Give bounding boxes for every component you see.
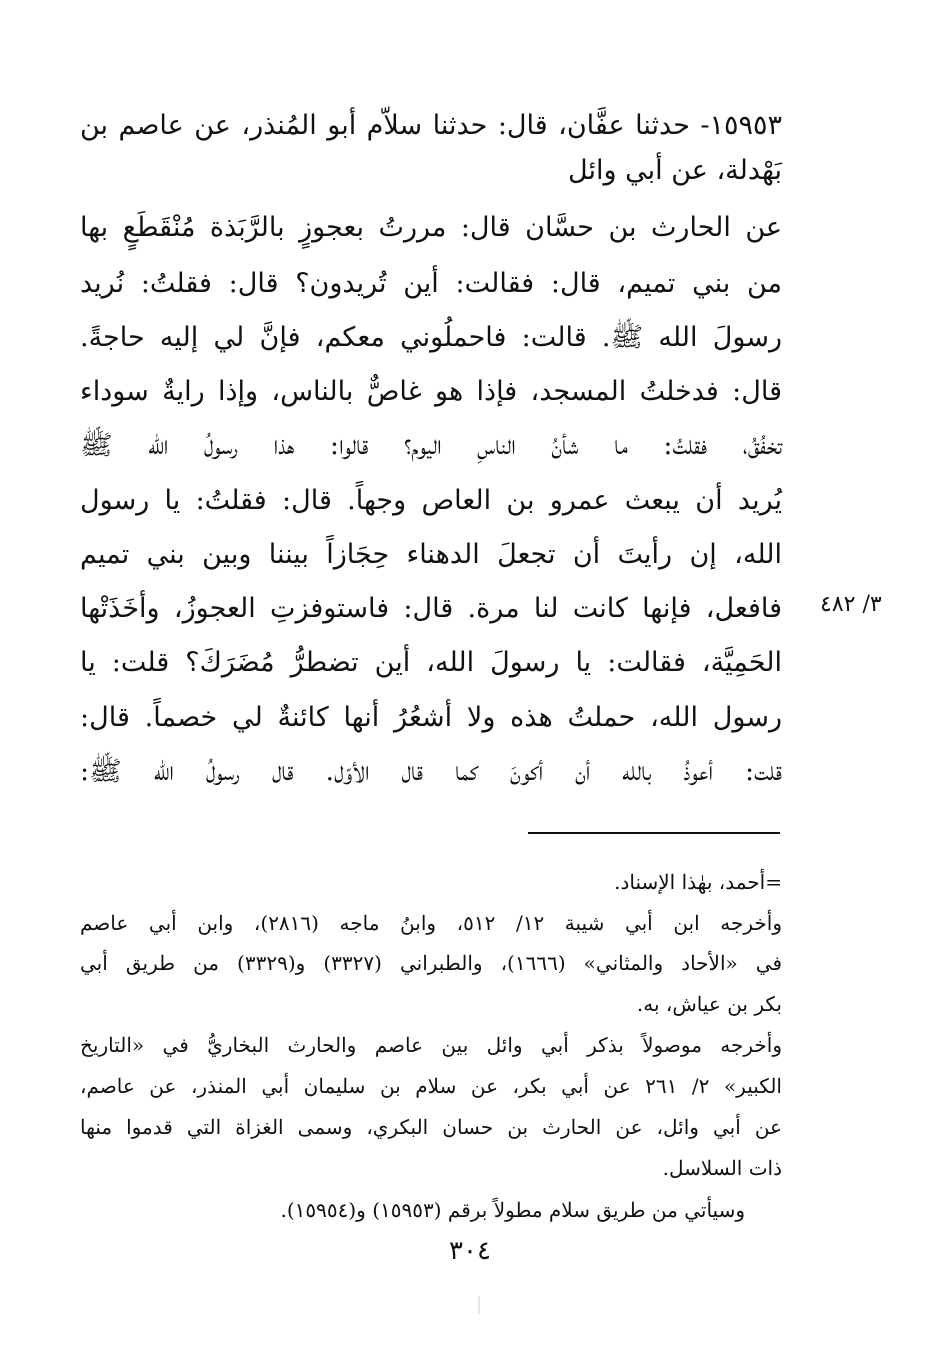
footnote-line-5: وأخرجه موصولاً بذكر أبي وائل بين عاصم والحارث البخاريُّ في «التاريخ bbox=[80, 1033, 782, 1057]
main-text-line-6: يُريد أن يبعث عمرو بن العاص وجهاً. قال: فقلتُ: يا رسول bbox=[80, 485, 782, 516]
footnote-line-7: عن أبي وائل، عن الحارث بن حسان البكري، وسمى الغزاة التي قدموا منها bbox=[80, 1115, 782, 1139]
hadith-header-line-1: ١٥٩٥٣- حدثنا عفَّان، قال: حدثنا سلاّم أبو المُنذر، عن عاصم بن bbox=[80, 110, 782, 141]
scan-speck bbox=[478, 1296, 480, 1314]
main-text-line-4: قال: فدخلتُ المسجد، فإذا هو غاصٌّ بالناس، وإذا رايةٌ سوداء bbox=[80, 376, 782, 407]
main-text-line-1: عن الحارث بن حسَّان قال: مررتُ بعجوزٍ بالرَّبَذة مُنْقَطَعٍ بها bbox=[80, 212, 782, 243]
main-text-line-8: فافعل، فإنها كانت لنا مرة. قال: فاستوفزتِ العجوزُ، وأخَذَتْها bbox=[80, 593, 782, 624]
footnote-line-9: وسيأتي من طريق سلام مطولاً برقم (١٥٩٥٣) و(١٥٩٥٤). bbox=[280, 1198, 745, 1222]
footnote-line-1: =أحمد، بهٰذا الإسناد. bbox=[614, 870, 782, 894]
footnote-line-2: وأخرجه ابن أبي شيبة ١٢/ ٥١٢، وابنُ ماجه (٢٨١٦)، وابن أبي عاصم bbox=[80, 911, 782, 935]
footnote-line-4: بكر بن عياش، به. bbox=[636, 992, 782, 1016]
footnote-line-3: في «الأحاد والمثاني» (١٦٦٦)، والطبراني (٣٣٢٧) و(٣٣٢٩) من طريق أبي bbox=[80, 951, 783, 975]
footnote-line-6: الكبير» ٢/ ٢٦١ عن أبي بكر، عن سلام بن سليمان أبي المنذر، عن عاصم، bbox=[80, 1074, 782, 1098]
page-number: ٣٠٤ bbox=[449, 1236, 491, 1266]
main-text-line-11: قلت: أعوذُ بالله أن أكونَ كما قال الأوّل. قال رسولُ الله ﷺ: bbox=[80, 756, 782, 787]
main-text-line-5: تخفُقُ، فقلتُ: ما شأنُ الناسِ اليوم؟ قالوا: هذا رسولُ الله ﷺ bbox=[80, 430, 782, 461]
main-text-line-9: الحَمِيَّة، فقالت: يا رسولَ الله، أين تضطرُّ مُضَرَكَ؟ قلت: يا bbox=[80, 647, 782, 678]
footnote-separator bbox=[528, 832, 780, 834]
main-text-line-7: الله، إن رأيتَ أن تجعلَ الدهناء حِجَازاً بيننا وبين بني تميم bbox=[80, 539, 782, 570]
main-text-line-10: رسول الله، حملتُ هذه ولا أشعُرُ أنها كائنةٌ لي خصماً. قال: bbox=[80, 702, 782, 733]
main-text-line-2: من بني تميم، قال: فقالت: أين تُريدون؟ قال: فقلتُ: نُريد bbox=[80, 268, 782, 299]
hadith-header-line-2: بَهْدلة، عن أبي وائل bbox=[568, 155, 782, 186]
margin-reference: ٣/ ٤٨٢ bbox=[820, 592, 882, 617]
main-text-line-3: رسولَ الله ﷺ. قالت: فاحملُوني معكم، فإنَّ لي إليه حاجةً. bbox=[80, 322, 782, 353]
footnote-line-8: ذات السلاسل. bbox=[662, 1156, 782, 1180]
